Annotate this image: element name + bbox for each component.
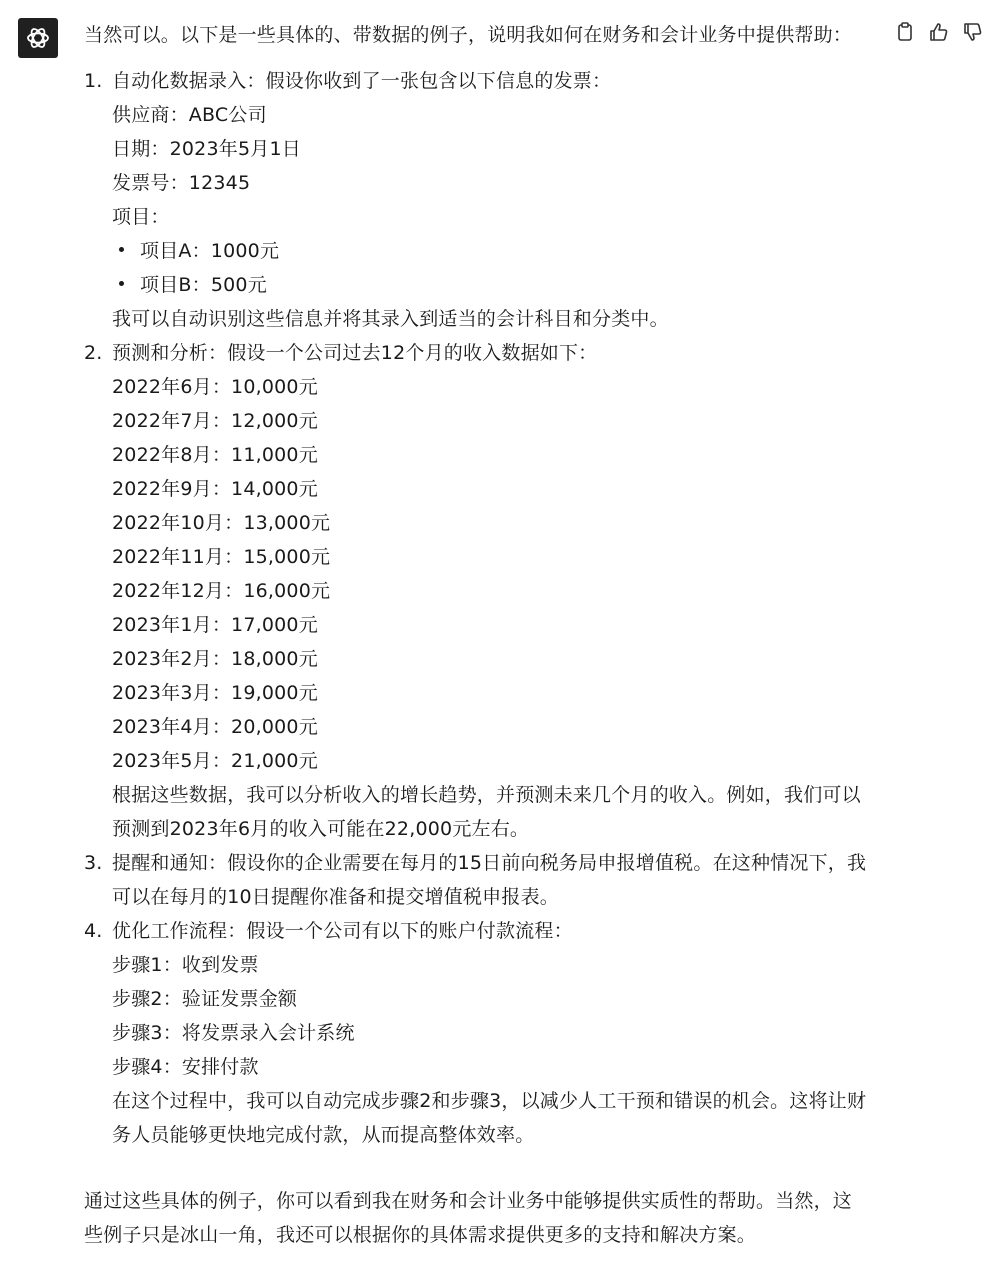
revenue-line: 2022年12月：16,000元 xyxy=(112,580,331,602)
closing-text: 些例子只是冰山一角，我还可以根据你的具体需求提供更多的支持和解决方案。 xyxy=(84,1224,757,1246)
revenue-line: 2022年9月：14,000元 xyxy=(112,478,318,500)
list-number: 4. xyxy=(84,920,103,942)
revenue-line: 2023年1月：17,000元 xyxy=(112,614,318,636)
clipboard-icon xyxy=(896,22,914,42)
closing-paragraph xyxy=(84,1184,884,1252)
assistant-message xyxy=(84,18,884,1252)
revenue-line: 2022年7月：12,000元 xyxy=(112,410,318,432)
item-heading: 优化工作流程：假设一个公司有以下的账户付款流程： xyxy=(112,920,573,942)
item-text: 提醒和通知：假设你的企业需要在每月的15日前向税务局申报增值税。在这种情况下，我 xyxy=(112,852,867,874)
bullet-item: 项目B：500元 xyxy=(112,268,884,302)
revenue-line: 2022年10月：13,000元 xyxy=(112,512,331,534)
items-label: 项目： xyxy=(112,206,170,228)
revenue-line: 2023年4月：20,000元 xyxy=(112,716,318,738)
item-conclusion: 我可以自动识别这些信息并将其录入到适当的会计科目和分类中。 xyxy=(112,308,669,330)
list-number: 2. xyxy=(84,342,103,364)
revenue-line: 2023年2月：18,000元 xyxy=(112,648,318,670)
list-number: 1. xyxy=(84,70,103,92)
revenue-line: 2023年5月：21,000元 xyxy=(112,750,318,772)
revenue-line: 2023年3月：19,000元 xyxy=(112,682,318,704)
thumbs-up-button[interactable] xyxy=(929,22,949,42)
item-conclusion: 务人员能够更快地完成付款，从而提高整体效率。 xyxy=(112,1124,535,1146)
list-item-forecast xyxy=(84,336,884,846)
list-number: 3. xyxy=(84,852,103,874)
thumbs-up-icon xyxy=(929,22,949,42)
list-item-data-entry xyxy=(84,64,884,336)
intro-text: 当然可以。以下是一些具体的、带数据的例子，说明我如何在财务和会计业务中提供帮助： xyxy=(84,24,853,46)
revenue-line: 2022年6月：10,000元 xyxy=(112,376,318,398)
list-item-reminders xyxy=(84,846,884,914)
item-text: 可以在每月的10日提醒你准备和提交增值税申报表。 xyxy=(112,886,559,908)
item-conclusion: 在这个过程中，我可以自动完成步骤2和步骤3，以减少人工干预和错误的机会。这将让财 xyxy=(112,1090,867,1112)
thumbs-down-button[interactable] xyxy=(963,22,983,42)
item-conclusion: 根据这些数据，我可以分析收入的增长趋势，并预测未来几个月的收入。例如，我们可以 xyxy=(112,784,861,806)
message-actions xyxy=(895,22,983,42)
closing-text: 通过这些具体的例子，你可以看到我在财务和会计业务中能够提供实质性的帮助。当然，这 xyxy=(84,1190,853,1212)
openai-logo-icon xyxy=(24,24,52,52)
revenue-line: 2022年11月：15,000元 xyxy=(112,546,331,568)
workflow-step: 步骤3：将发票录入会计系统 xyxy=(112,1022,355,1044)
examples-list xyxy=(84,64,884,1152)
bullet-item: 项目A：1000元 xyxy=(112,234,884,268)
revenue-line: 2022年8月：11,000元 xyxy=(112,444,318,466)
invoice-number-line: 发票号：12345 xyxy=(112,172,251,194)
vendor-line: 供应商：ABC公司 xyxy=(112,104,267,126)
copy-button[interactable] xyxy=(895,22,915,42)
list-item-workflow xyxy=(84,914,884,1152)
assistant-avatar xyxy=(18,18,58,58)
item-heading: 自动化数据录入：假设你收到了一张包含以下信息的发票： xyxy=(112,70,612,92)
item-heading: 预测和分析：假设一个公司过去12个月的收入数据如下： xyxy=(112,342,598,364)
workflow-step: 步骤4：安排付款 xyxy=(112,1056,259,1078)
workflow-step: 步骤2：验证发票金额 xyxy=(112,988,298,1010)
thumbs-down-icon xyxy=(963,22,983,42)
item-conclusion: 预测到2023年6月的收入可能在22,000元左右。 xyxy=(112,818,530,840)
workflow-step: 步骤1：收到发票 xyxy=(112,954,259,976)
date-line: 日期：2023年5月1日 xyxy=(112,138,301,160)
